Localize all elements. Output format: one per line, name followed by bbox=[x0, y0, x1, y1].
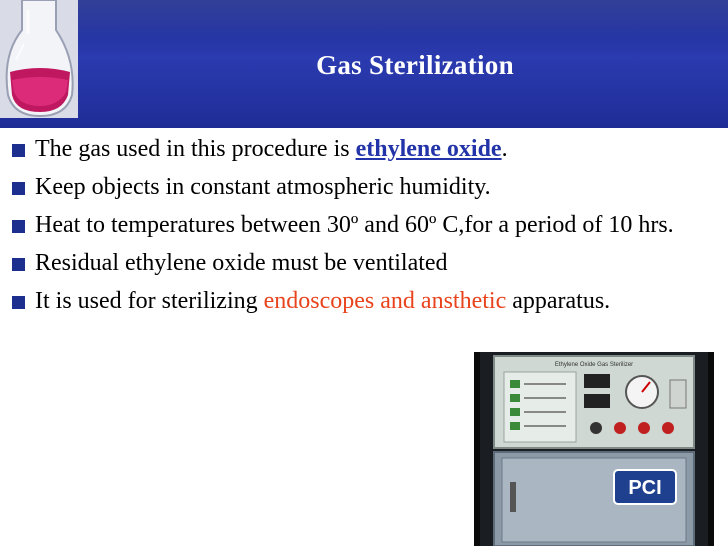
bullet-text: Keep objects in constant atmospheric humidity. bbox=[35, 174, 491, 200]
square-bullet-icon bbox=[12, 144, 25, 157]
bullet-text: Heat to temperatures between 30º and 60º C,for a period of 10 hrs. bbox=[35, 212, 674, 238]
pci-brand-label: PCI bbox=[628, 477, 662, 499]
bullet-item bbox=[10, 172, 720, 203]
panel-label: Ethylene Oxide Gas Sterilizer bbox=[554, 362, 634, 368]
highlight-endoscopes: endoscopes and ansthetic bbox=[263, 288, 507, 314]
square-bullet-icon bbox=[12, 258, 25, 271]
bullet-text-end: apparatus. bbox=[506, 288, 611, 314]
bullet-text-end: . bbox=[501, 136, 508, 162]
flask-icon bbox=[0, 0, 78, 118]
square-bullet-icon bbox=[12, 182, 25, 195]
bullet-item bbox=[10, 134, 720, 165]
bullet-text: Residual ethylene oxide must be ventilated bbox=[35, 250, 448, 276]
square-bullet-icon bbox=[12, 296, 25, 309]
bullet-list bbox=[10, 134, 720, 324]
square-bullet-icon bbox=[12, 220, 25, 233]
slide-header bbox=[0, 0, 728, 128]
sterilizer-photo bbox=[474, 352, 714, 546]
slide-title: Gas Sterilization bbox=[316, 50, 514, 80]
bullet-text: It is used for sterilizing bbox=[35, 288, 264, 314]
highlight-ethylene-oxide: ethylene oxide bbox=[355, 136, 502, 162]
bullet-item bbox=[10, 248, 720, 279]
bullet-item bbox=[10, 210, 720, 241]
bullet-item bbox=[10, 286, 720, 317]
header-highlight bbox=[0, 0, 728, 40]
bullet-text: The gas used in this procedure is bbox=[35, 136, 356, 162]
